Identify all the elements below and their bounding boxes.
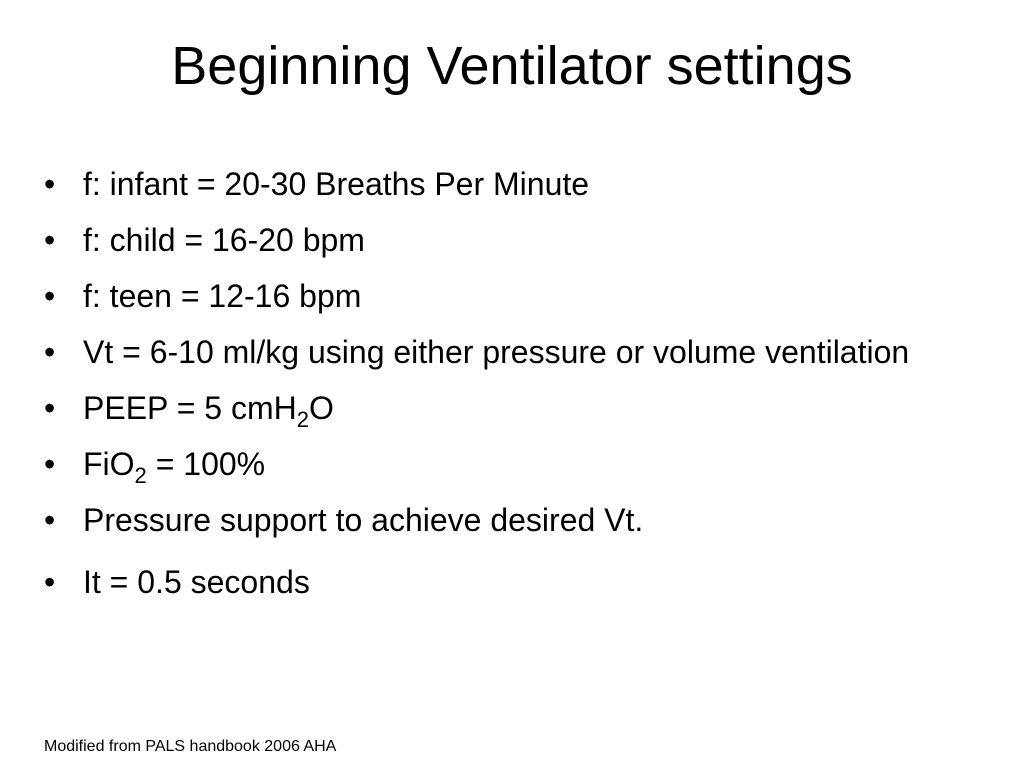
bullet-glyph: •	[44, 278, 56, 314]
bullet-text-after: = 100%	[146, 446, 266, 482]
bullet-list	[44, 160, 944, 614]
bullet-item-infant-rate	[44, 160, 944, 208]
bullet-item-inspiratory-time	[44, 558, 944, 606]
bullet-glyph: •	[44, 334, 56, 370]
bullet-text: It = 0.5 seconds	[83, 564, 310, 600]
subscript: 2	[296, 407, 309, 432]
bullet-glyph: •	[44, 166, 56, 202]
bullet-glyph: •	[44, 446, 56, 482]
bullet-text: f: child = 16-20 bpm	[83, 222, 365, 258]
bullet-text: f: infant = 20-30 Breaths Per Minute	[83, 166, 590, 202]
bullet-text-after: O	[308, 390, 334, 426]
bullet-glyph: •	[44, 222, 56, 258]
bullet-glyph: •	[44, 502, 56, 538]
bullet-item-teen-rate	[44, 272, 944, 320]
bullet-text: Pressure support to achieve desired Vt.	[83, 502, 644, 538]
bullet-item-peep	[44, 384, 944, 432]
bullet-text-before: FiO	[83, 446, 135, 482]
bullet-text: Vt = 6-10 ml/kg using either pressure or volume ventilation	[83, 334, 910, 370]
bullet-item-fio2	[44, 440, 944, 488]
bullet-item-pressure-support	[44, 496, 944, 544]
bullet-item-tidal-volume	[44, 328, 944, 376]
bullet-glyph: •	[44, 390, 56, 426]
bullet-item-child-rate	[44, 216, 944, 264]
bullet-text-before: PEEP = 5 cmH	[83, 390, 297, 426]
bullet-glyph: •	[44, 564, 56, 600]
bullet-text: f: teen = 12-16 bpm	[83, 278, 362, 314]
slide-title: Beginning Ventilator settings	[171, 36, 853, 96]
subscript: 2	[134, 463, 147, 488]
source-footnote: Modified from PALS handbook 2006 AHA	[44, 738, 337, 755]
